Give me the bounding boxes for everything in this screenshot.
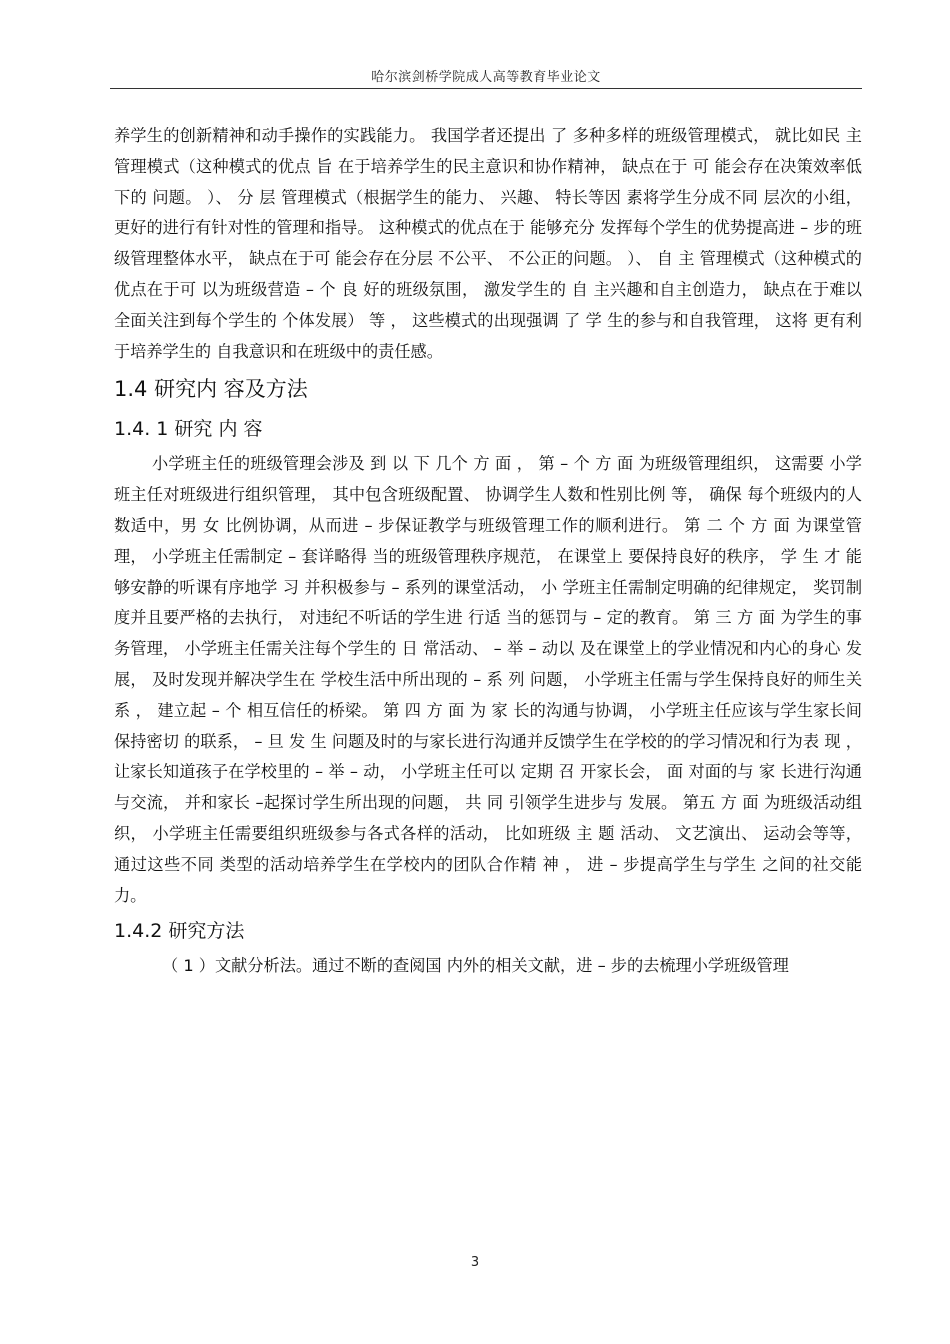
header-divider xyxy=(110,88,862,89)
page-body xyxy=(114,121,862,982)
subsection-heading-content: 1.4. 1 研究 内 容 xyxy=(114,418,263,441)
intro-paragraph: 养学生的创新精神和动手操作的实践能力。 我国学者还提出 了 多种多样的班级管理模式， 就比如民 主 管理模式（这种模式的优点 旨 在于培养学生的民主意识和协作精神， 缺点在于 可 能会存在决策效率低下的 问题。 ）、 分 层 管理模式（根据学生的能力、 兴趣、 特长等因 素将学生分成不同 层次的小组， 更好的进行有针对性的管理和指导。 这种模式的优点在于 能够充分 发挥每个学生的优势提高进 – 步的班级管理整体水平， 缺点在于可 能会存在分层 不公平、 不公正的问题。 ）、 自 主 管理模式（这种模式的优点在于可 以为班级营造 – 个 良 好的班级氛围， 激发学生的 自 主兴趣和自主创造力， 缺点在于难以全面关注到每个学生的 个体发展） 等 ， 这些模式的出现强调 了 学 生的参与和自我管理， 这将 更有利于培养学生的 自我意识和在班级中的责任感。 xyxy=(114,126,862,361)
subsection-heading-method: 1.4.2 研究方法 xyxy=(114,920,245,943)
page-header: 哈尔滨剑桥学院成人高等教育毕业论文 xyxy=(371,70,601,85)
section-heading: 1.4 研究内 容及方法 xyxy=(114,377,308,402)
method-paragraph: （ 1 ）文献分析法。通过不断的查阅国 内外的相关文献，进 – 步的去梳理小学班级管理 xyxy=(162,956,789,976)
content-paragraph: 小学班主任的班级管理会涉及 到 以 下 几个 方 面 ， 第 – 个 方 面 为班级管理组织， 这需要 小学班主任对班级进行组织管理， 其中包含班级配置、 协调学生人数和性别比例 等， 确保 每个班级内的人数适中，男 女 比例协调，从而进 – 步保证教学与班级管理工作的顺利进行。 第 二 个 方 面 为课堂管理， 小学班主任需制定 – 套详略得 当的班级管理秩序规范， 在课堂上 要保持良好的秩序， 学 生 才 能够安静的听课有序地学 习 并积极参与 – 系列的课堂活动， 小 学班主任需制定明确的纪律规定， 奖罚制度并且要严格的去执行， 对违纪不听话的学生进 行适 当的惩罚与 – 定的教育。 第 三 方 面 为学生的事务管理， 小学班主任需关注每个学生的 日 常活动、 – 举 – 动以 及在课堂上的学业情况和内心的身心 发展， 及时发现并解决学生在 学校生活中所出现的 – 系 列 问题， 小学班主任需与学生保持良好的师生关系 ， 建立起 – 个 相互信任的桥梁。 第 四 方 面 为 家 长的沟通与协调， 小学班主任应该与学生家长间保持密切 的联系， – 旦 发 生 问题及时的与家长进行沟通并反馈学生在学校的的学习情况和行为表 现 ，让家长知道孩子在学校里的 – 举 – 动， 小学班主任可以 定期 召 开家长会， 面 对面的与 家 长进行沟通与交流， 并和家长 –起探讨学生所出现的问题， 共 同 引领学生进步与 发展。 第五 方 面 为班级活动组织， 小学班主任需要组织班级参与各式各样的活动， 比如班级 主 题 活动、 文艺演出、 运动会等等， 通过这些不同 类型的活动培养学生在学校内的团队合作精 神 ， 进 – 步提高学生与学生 之间的社交能力。 xyxy=(114,454,863,905)
page-number: 3 xyxy=(470,1255,480,1270)
